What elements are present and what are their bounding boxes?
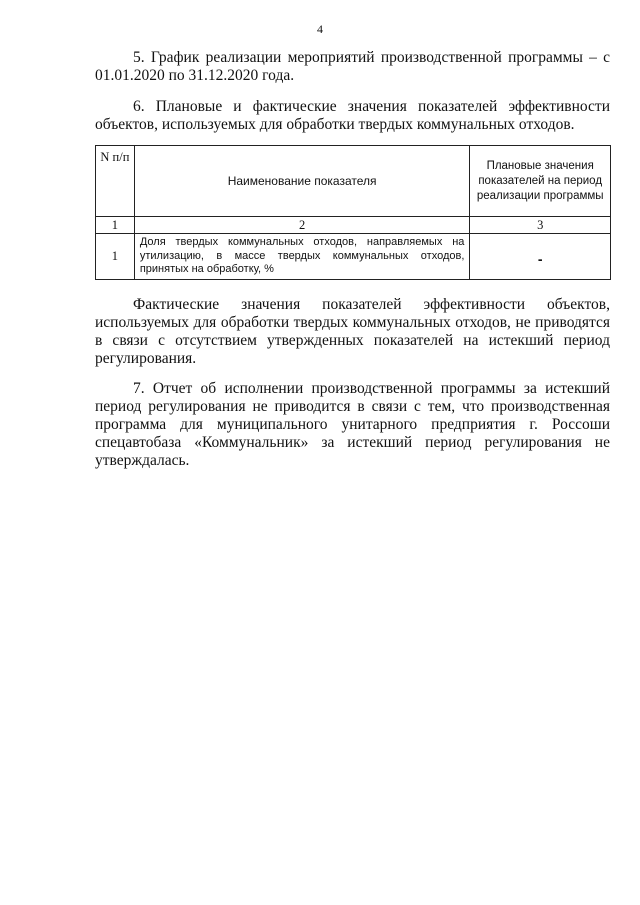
actual-values-text: Фактические значения показателей эффективности объектов, используемых для обработки твердых коммунальных отходов, не приводятся в связи с отсутствием утвержденных показателей на истекший период регулирования. xyxy=(95,296,610,367)
header-num: N п/п xyxy=(96,146,135,217)
header-plan: Плановые значения показателей на период реализации программы xyxy=(470,146,611,217)
table-index-row xyxy=(96,217,611,234)
section-7-paragraph xyxy=(95,380,610,470)
header-name: Наименование показателя xyxy=(134,146,470,217)
row-value: - xyxy=(470,234,611,280)
table-header-row xyxy=(96,146,611,217)
row-num: 1 xyxy=(96,234,135,280)
section-6-text: 6. Плановые и фактические значения показателей эффективности объектов, используемых для обработки твердых коммунальных отходов. xyxy=(95,98,610,133)
actual-values-paragraph xyxy=(95,296,610,368)
index-cell-2: 2 xyxy=(134,217,470,234)
section-5-paragraph xyxy=(95,49,610,85)
index-cell-3: 3 xyxy=(470,217,611,234)
section-7-text: 7. Отчет об исполнении производственной программы за истекший период регулирования не приводится в связи с тем, что производственная программа для муниципального унитарного предприятия г. Россоши спецавтобаза «Коммунальник» за истекший период регулирования не утверждалась. xyxy=(95,380,610,469)
row-name: Доля твердых коммунальных отходов, направляемых на утилизацию, в массе твердых коммунальных отходов, принятых на обработку, % xyxy=(134,234,470,280)
table-row xyxy=(96,234,611,280)
index-cell-1: 1 xyxy=(96,217,135,234)
page-number: 4 xyxy=(317,22,323,36)
section-6-paragraph xyxy=(95,98,610,134)
indicators-table xyxy=(95,145,611,280)
section-5-text: 5. График реализации мероприятий производственной программы – с 01.01.2020 по 31.12.2020 года. xyxy=(95,49,610,84)
